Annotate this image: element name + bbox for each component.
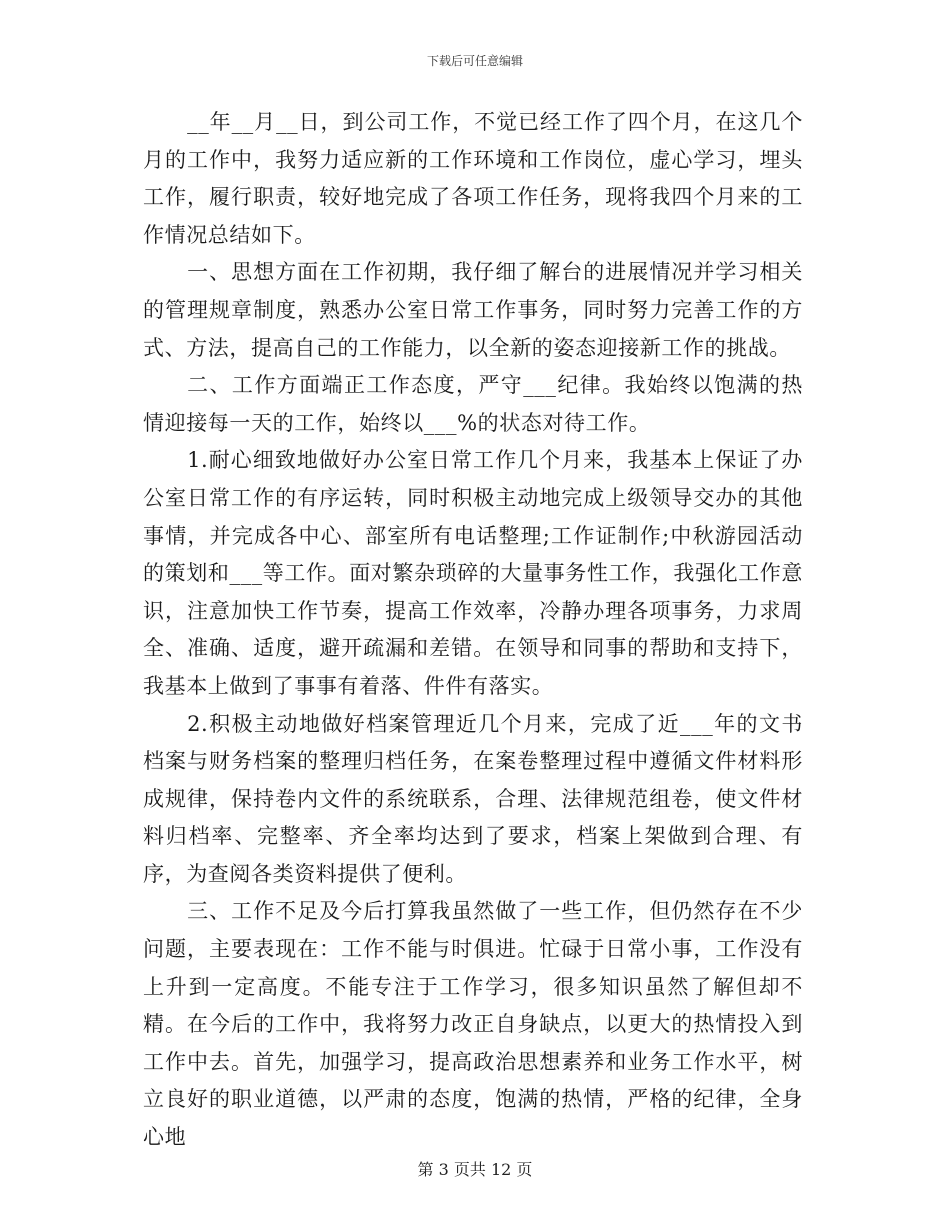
paragraph-section-2: 二、工作方面端正工作态度，严守___纪律。我始终以饱满的热情迎接每一天的工作，始终以___%的状态对待工作。 xyxy=(143,373,803,435)
paragraph-intro: __年__月__日，到公司工作，不觉已经工作了四个月，在这几个月的工作中，我努力适应新的工作环境和工作岗位，虚心学习，埋头工作，履行职责，较好地完成了各项工作任务，现将我四个月来的工作情况总结如下。 xyxy=(143,110,803,247)
page-header-note: 下载后可任意编辑 xyxy=(426,54,523,68)
document-body xyxy=(143,104,803,1157)
page-number: 第 3 页共 12 页 xyxy=(417,1160,533,1179)
paragraph-section-3: 三、工作不足及今后打算我虽然做了一些工作，但仍然存在不少问题，主要表现在：工作不能与时俱进。忙碌于日常小事，工作没有上升到一定高度。不能专注于工作学习，很多知识虽然了解但却不精。在今后的工作中，我将努力改正自身缺点，以更大的热情投入到工作中去。首先，加强学习，提高政治思想素养和业务工作水平，树立良好的职业道德，以严肃的态度，饱满的热情，严格的纪律，全身心地 xyxy=(143,899,803,1150)
paragraph-section-1: 一、思想方面在工作初期，我仔细了解台的进展情况并学习相关的管理规章制度，熟悉办公室日常工作事务，同时努力完善工作的方式、方法，提高自己的工作能力，以全新的姿态迎接新工作的挑战。 xyxy=(143,260,803,360)
paragraph-item-2: 2.积极主动地做好档案管理近几个月来，完成了近___年的文书档案与财务档案的整理归档任务，在案卷整理过程中遵循文件材料形成规律，保持卷内文件的系统联系，合理、法律规范组卷，使文件材料归档率、完整率、齐全率均达到了要求，档案上架做到合理、有序，为查阅各类资料提供了便利。 xyxy=(143,711,803,886)
paragraph-item-1: 1.耐心细致地做好办公室日常工作几个月来，我基本上保证了办公室日常工作的有序运转，同时积极主动地完成上级领导交办的其他事情，并完成各中心、部室所有电话整理;工作证制作;中秋游园活动的策划和___等工作。面对繁杂琐碎的大量事务性工作，我强化工作意识，注意加快工作节奏，提高工作效率，冷静办理各项事务，力求周全、准确、适度，避开疏漏和差错。在领导和同事的帮助和支持下，我基本上做到了事事有着落、件件有落实。 xyxy=(143,448,803,698)
